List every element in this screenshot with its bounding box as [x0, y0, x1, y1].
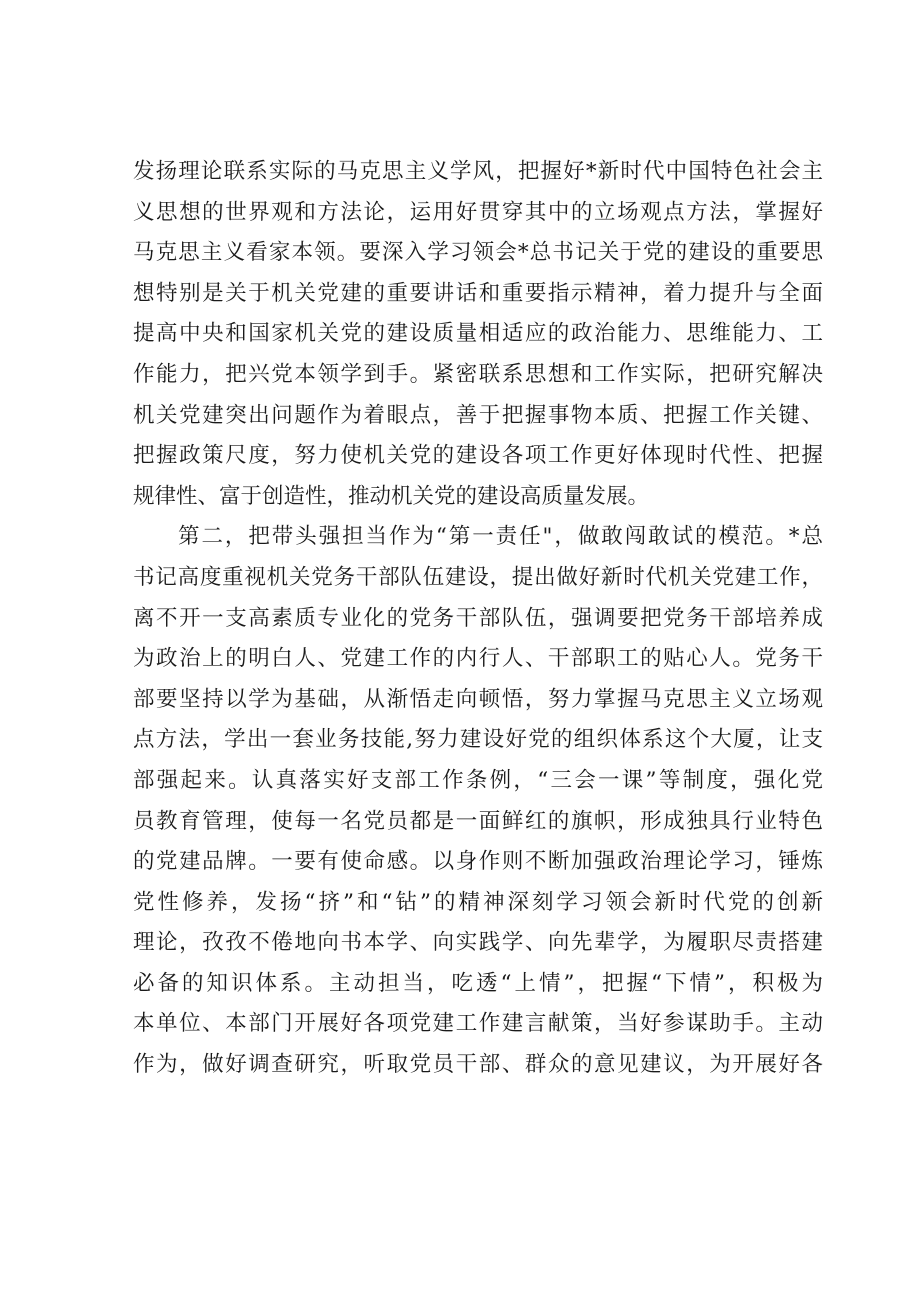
- text-line: 为政治上的明白人、党建工作的内行人、干部职工的贴心人。党务干: [133, 646, 823, 672]
- text-line: 离不开一支高素质专业化的党务干部队伍，强调要把党务干部培养成: [133, 605, 823, 631]
- text-line: 员教育管理，使每一名党员都是一面鲜红的旗帜，形成独具行业特色: [133, 808, 823, 834]
- text-line: 书记高度重视机关党务干部队伍建设，提出做好新时代机关党建工作，: [133, 564, 823, 590]
- text-line: 部强起来。认真落实好支部工作条例，“三会一课”等制度，强化党: [133, 767, 823, 793]
- text-line: 作能力，把兴党本领学到手。紧密联系思想和工作实际，把研究解决: [133, 361, 823, 387]
- text-line: 提高中央和国家机关党的建设质量相适应的政治能力、思维能力、工: [133, 321, 823, 347]
- text-line: 想特别是关于机关党建的重要讲话和重要指示精神，着力提升与全面: [133, 280, 823, 306]
- text-line: 把握政策尺度，努力使机关党的建设各项工作更好体现时代性、把握: [133, 443, 823, 469]
- text-line: 发扬理论联系实际的马克思主义学风，把握好*新时代中国特色社会主: [133, 159, 823, 184]
- text-line: 义思想的世界观和方法论，运用好贯穿其中的立场观点方法，掌握好: [133, 199, 823, 225]
- text-line: 必备的知识体系。主动担当，吃透“上情”，把握“下情”，积极为: [133, 970, 823, 996]
- text-line: 部要坚持以学为基础，从渐悟走向顿悟，努力掌握马克思主义立场观: [133, 686, 823, 712]
- text-line: 理论，孜孜不倦地向书本学、向实践学、向先辈学，为履职尽责搭建: [133, 930, 823, 956]
- paragraph-start-line: 第二，把带头强担当作为“第一责任"，做敢闯敢试的模范。*总: [178, 524, 823, 550]
- text-line: 本单位、本部门开展好各项党建工作建言献策，当好参谋助手。主动: [133, 1011, 823, 1037]
- text-line: 的党建品牌。一要有使命感。以身作则不断加强政治理论学习，锤炼: [133, 849, 823, 875]
- text-line: 机关党建突出问题作为着眼点，善于把握事物本质、把握工作关键、: [133, 402, 823, 428]
- text-line: 党性修养，发扬“挤”和“钻”的精神深刻学习领会新时代党的创新: [133, 889, 823, 915]
- paragraph-end-line: 规律性、富于创造性，推动机关党的建设高质量发展。: [133, 483, 650, 509]
- text-line: 马克思主义看家本领。要深入学习领会*总书记关于党的建设的重要思: [133, 240, 823, 266]
- text-line: 作为，做好调查研究，听取党员干部、群众的意见建议，为开展好各: [133, 1052, 823, 1078]
- text-line: 点方法，学出一套业务技能,努力建设好党的组织体系这个大厦，让支: [133, 727, 823, 753]
- document-body: [133, 152, 823, 1086]
